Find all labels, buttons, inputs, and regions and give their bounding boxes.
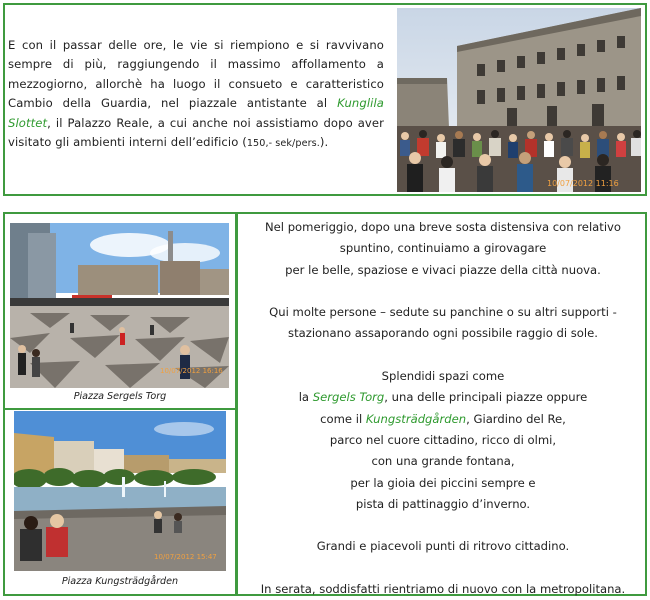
sergels-torg-name: Sergels Torg xyxy=(312,390,385,405)
intro-text-end: ). xyxy=(319,135,329,150)
kungstradgarden-name: Kungsträdgården xyxy=(365,411,467,426)
narrative-line: Qui molte persone – sedute su panchine o su altri supporti - xyxy=(269,305,617,320)
palace-name: Kunglila Slottet xyxy=(8,96,384,130)
photo-divider xyxy=(3,408,237,410)
narrative-line: Nel pomeriggio, dopo una breve sosta distensiva con relativo xyxy=(264,220,621,234)
afternoon-narrative xyxy=(238,217,648,600)
narrative-line: pista di pattinaggio d’inverno. xyxy=(355,496,531,511)
narrative-line: stazionano assaporando ogni possibile raggio di sole. xyxy=(288,326,598,341)
narrative-line: con una grande fontana, xyxy=(371,454,515,469)
line-suffix: , una delle principali piazze oppure xyxy=(384,390,588,405)
narrative-line: In serata, soddisfatti rientriamo di nuovo con la metropolitana. xyxy=(260,582,626,597)
line-suffix: , Giardino del Re, xyxy=(466,411,566,426)
intro-paragraph xyxy=(8,36,384,153)
price-note: 150,- sek/pers. xyxy=(246,138,320,150)
kungstradgarden-caption: Piazza Kungsträdgården xyxy=(61,576,179,587)
royal-palace-photo xyxy=(397,8,641,192)
sergels-photo-timestamp: 10/07/2012 16:16 xyxy=(160,367,223,375)
sergels-torg-photo xyxy=(10,223,229,388)
sergels-torg-caption: Piazza Sergels Torg xyxy=(73,391,167,402)
kungs-photo-timestamp: 10/07/2012 15:47 xyxy=(154,553,217,561)
narrative-line: Grandi e piacevoli punti di ritrovo cittadino. xyxy=(316,539,570,554)
intro-text-start: E con il passar delle ore, le vie si riempiono e si ravvivano sempre di più, raggiungendo il massimo affollamento a mezzogiorno, allorchè ha luogo il consueto e caratteristico Cambio della Guardia, nel piazzale antistante al xyxy=(8,38,384,111)
narrative-line xyxy=(238,409,648,430)
line-prefix: come il xyxy=(320,411,366,426)
intro-text-mid: , il Palazzo Reale, a cui anche noi assistiamo dopo aver visitato gli ambienti interni dell’edificio ( xyxy=(8,115,384,150)
kungstradgarden-photo xyxy=(14,411,226,571)
palace-photo-timestamp: 10/07/2012 11:16 xyxy=(547,179,619,188)
narrative-line: per le belle, spaziose e vivaci piazze della città nuova. xyxy=(285,262,601,277)
narrative-line: per la gioia dei piccini sempre e xyxy=(350,475,536,490)
narrative-line: spuntino, continuiamo a girovagare xyxy=(339,241,547,256)
narrative-line xyxy=(238,387,648,408)
line-prefix: la xyxy=(298,390,313,405)
narrative-line: parco nel cuore cittadino, ricco di olmi, xyxy=(329,432,557,447)
narrative-line: Splendidi spazi come xyxy=(381,369,505,384)
